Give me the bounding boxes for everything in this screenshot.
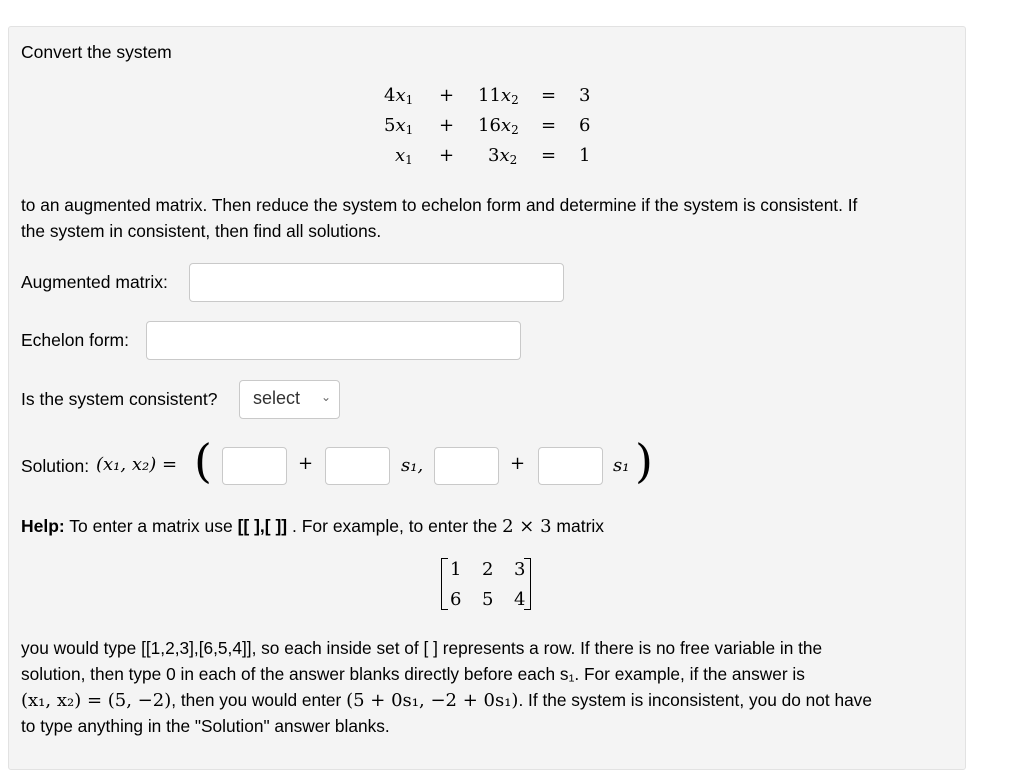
eq2-plus: + xyxy=(439,115,455,136)
eq2-rhs: 6 xyxy=(579,115,591,136)
eq1-term1: $4x_1$ xyxy=(384,85,414,107)
eq3-plus: + xyxy=(439,145,455,166)
chevron-down-icon: ⌄ xyxy=(320,390,331,404)
right-paren: ) xyxy=(635,434,653,488)
eq2-term2: $16x_2$ xyxy=(478,115,519,137)
help-line xyxy=(21,516,604,537)
solution-x2-coefficient-input[interactable] xyxy=(538,447,603,485)
matrix-cell: 2 xyxy=(482,559,494,580)
explanation-line-2: solution, then type 0 in each of the answer blanks directly before each s₁. For example, if the answer is xyxy=(21,664,805,684)
matrix-cell: 5 xyxy=(482,589,494,610)
eq3-term1: $x_1$ xyxy=(395,145,413,167)
help-syntax: [[ ],[ ]] xyxy=(237,516,288,536)
explanation-text: , then you would enter xyxy=(171,690,347,710)
instructions-line-2: the system in consistent, then find all solutions. xyxy=(21,221,382,241)
help-text-3: matrix xyxy=(551,516,605,536)
matrix-cell: 1 xyxy=(450,559,462,580)
explanation-line-1: you would type [[1,2,3],[6,5,4]], so each inside set of [ ] represents a row. If there is no free variable in the xyxy=(21,638,823,658)
consistent-select[interactable] xyxy=(239,380,340,419)
example-answer: (x₁, x₂) = (5, −2) xyxy=(21,690,172,711)
example-entry: (5 + 0s₁, −2 + 0s₁) xyxy=(346,690,519,711)
solution-lhs: (x₁, x₂) = xyxy=(96,454,178,475)
eq1-rhs: 3 xyxy=(579,85,591,106)
left-paren: ( xyxy=(194,434,212,488)
eq2-equals: = xyxy=(541,115,557,136)
eq1-term2: $11x_2$ xyxy=(478,85,519,107)
matrix-cell: 4 xyxy=(514,589,526,610)
help-text: To enter a matrix use xyxy=(64,516,238,536)
help-text-2: . For example, to enter the xyxy=(287,516,503,536)
plus-sign-2: + xyxy=(510,453,526,474)
solution-x1-constant-input[interactable] xyxy=(222,447,287,485)
explanation-text-2: . If the system is inconsistent, you do not have xyxy=(518,690,872,710)
echelon-form-label: Echelon form: xyxy=(21,330,129,350)
echelon-form-input[interactable] xyxy=(146,321,521,360)
consistent-label: Is the system consistent? xyxy=(21,389,218,409)
explanation-line-4: to type anything in the "Solution" answer blanks. xyxy=(21,716,390,736)
s1-label: s₁ xyxy=(613,455,630,476)
solution-x1-coefficient-input[interactable] xyxy=(325,447,390,485)
help-label: Help: xyxy=(21,516,65,536)
matrix-left-bracket xyxy=(441,558,448,610)
instructions-line-1: to an augmented matrix. Then reduce the system to echelon form and determine if the system is consistent. If xyxy=(21,195,858,215)
matrix-cell: 6 xyxy=(450,589,462,610)
s1-comma: s₁, xyxy=(401,455,424,476)
eq3-rhs: 1 xyxy=(579,145,591,166)
eq1-equals: = xyxy=(541,85,557,106)
eq2-term1: $5x_1$ xyxy=(384,115,414,137)
explanation-line-3 xyxy=(21,687,941,714)
eq3-term2: $3x_2$ xyxy=(488,145,518,167)
augmented-matrix-label: Augmented matrix: xyxy=(21,272,168,292)
plus-sign-1: + xyxy=(298,453,314,474)
intro-text: Convert the system xyxy=(21,42,172,62)
eq3-equals: = xyxy=(541,145,557,166)
help-dims: 2 × 3 xyxy=(502,516,552,537)
augmented-matrix-input[interactable] xyxy=(189,263,564,302)
solution-label: Solution: xyxy=(21,456,90,476)
matrix-cell: 3 xyxy=(514,559,526,580)
consistent-select-value: select xyxy=(253,388,301,408)
eq1-plus: + xyxy=(439,85,455,106)
solution-x2-constant-input[interactable] xyxy=(434,447,499,485)
